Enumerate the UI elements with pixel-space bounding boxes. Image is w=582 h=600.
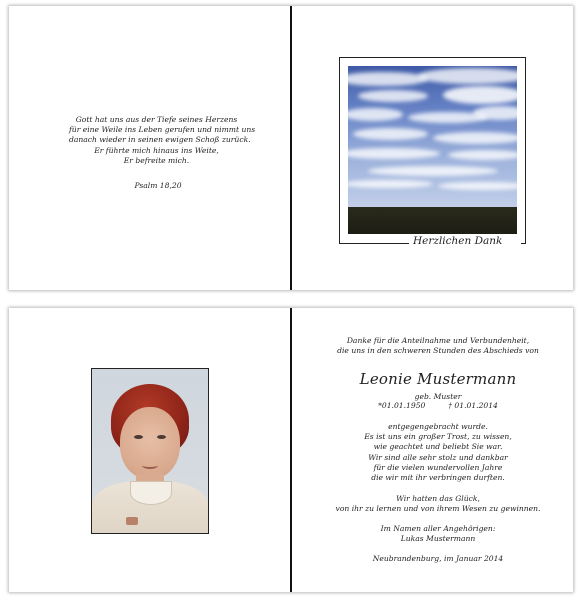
- cover-caption: Herzlichen Dank: [413, 235, 503, 247]
- card-inside: [9, 308, 573, 592]
- maiden-name: geb. Muster: [414, 392, 462, 401]
- tribute-paragraph: [309, 422, 567, 483]
- sky-photo: [348, 66, 517, 234]
- verse-line: Er befreite mich.: [123, 155, 190, 165]
- intro-text: [309, 336, 567, 356]
- closing-text: [309, 494, 567, 514]
- tribute-line: Wir sind alle sehr stolz und dankbar: [368, 452, 508, 462]
- tribute-line: die wir mit ihr verbringen durften.: [371, 473, 505, 483]
- portrait-photo: [91, 368, 209, 534]
- card-outside: [9, 6, 573, 290]
- card-fold: [290, 308, 292, 592]
- horizon-field: [348, 207, 517, 234]
- place-date: Neubrandenburg, im Januar 2014: [372, 554, 504, 563]
- verse-source: Psalm 18,20: [134, 181, 182, 190]
- intro-line: Danke für die Anteilnahme und Verbundenheit,: [346, 336, 530, 345]
- life-dates: [309, 401, 567, 411]
- portrait-face: [120, 407, 180, 479]
- tribute-line: für die vielen wundervollen Jahre: [373, 462, 503, 472]
- tribute-line: Es ist uns ein großer Trost, zu wissen,: [364, 432, 512, 442]
- card-fold: [290, 6, 292, 290]
- death-date: † 01.01.2014: [448, 401, 498, 410]
- tribute-line: entgegengebracht wurde.: [388, 422, 488, 431]
- closing-line: Wir hatten das Glück,: [396, 494, 480, 503]
- family-signature: [309, 524, 567, 544]
- tribute-line: wie geachtet und beliebt Sie war.: [373, 442, 503, 452]
- deceased-name: Leonie Mustermann: [359, 370, 517, 388]
- bible-verse: [69, 115, 256, 166]
- birth-date: *01.01.1950: [378, 401, 426, 410]
- verse-line: danach wieder in seinen ewigen Schoß zurück.: [69, 135, 251, 145]
- verse-line: Er führte mich hinaus ins Weite,: [94, 145, 219, 155]
- family-intro: Im Namen aller Angehörigen:: [380, 524, 496, 533]
- verse-line: Gott hat uns aus der Tiefe seines Herzens: [75, 115, 238, 124]
- family-name: Lukas Mustermann: [400, 534, 476, 544]
- intro-line: die uns in den schweren Stunden des Abschieds von: [337, 346, 539, 356]
- sky-photo-frame: [339, 57, 526, 244]
- verse-line: für eine Weile ins Leben gerufen und nimmt uns: [69, 125, 256, 135]
- closing-line: von ihr zu lernen und von ihrem Wesen zu gewinnen.: [335, 504, 541, 514]
